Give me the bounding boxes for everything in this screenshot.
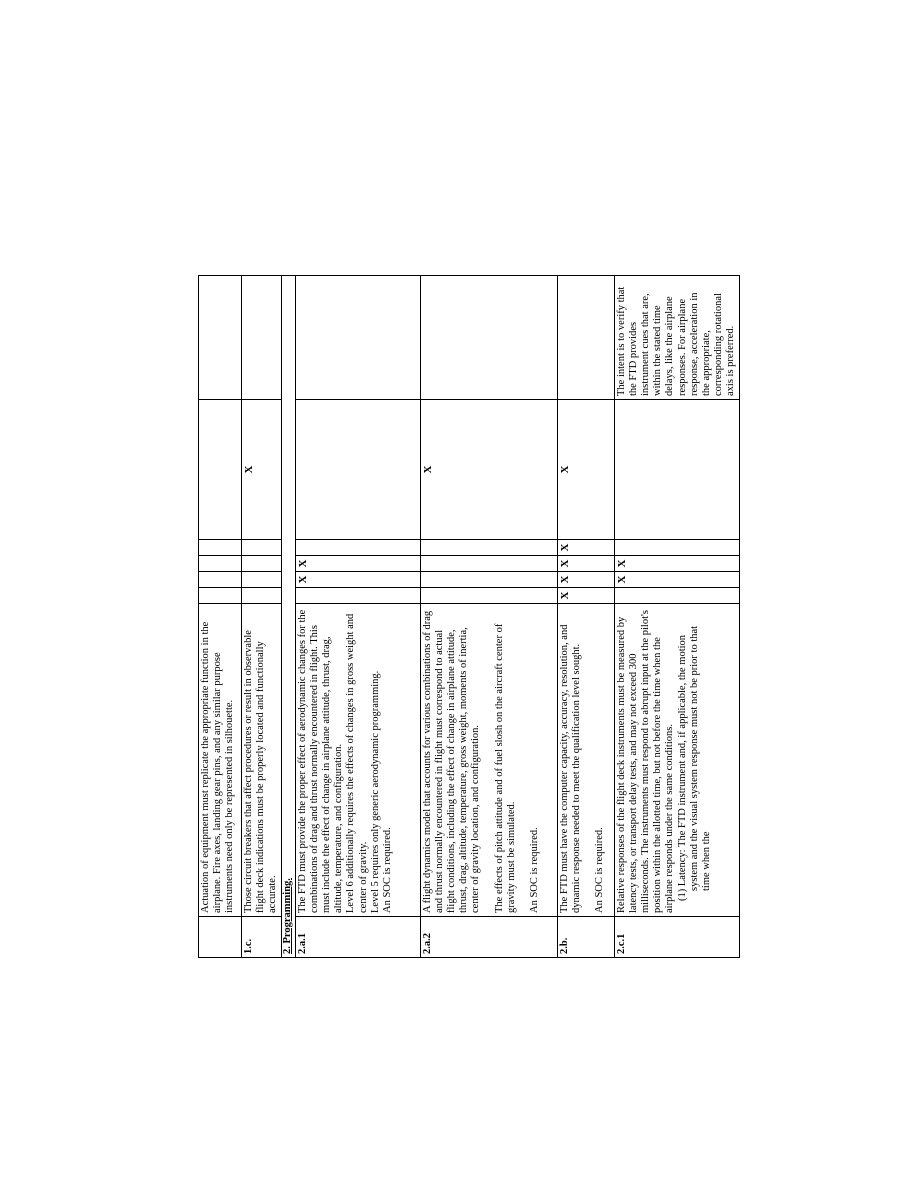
requirement-text — [295, 604, 420, 917]
level-mark — [614, 588, 739, 604]
level-mark: X — [295, 572, 420, 588]
requirement-paragraph: The effects of pitch attitude and of fuel slosh on the aircraft center of gravity must be simulated. — [493, 623, 517, 913]
row-number: 2.a.2 — [420, 917, 557, 958]
level-mark: X — [557, 588, 614, 604]
row-number — [199, 917, 242, 958]
section-heading: 2. Programming. — [281, 276, 295, 958]
level-mark: X — [420, 400, 557, 540]
rotated-table-page — [198, 276, 737, 958]
requirement-paragraph — [297, 607, 382, 913]
requirements-table — [198, 275, 740, 958]
requirement-paragraph: Relative responses of the flight deck instruments must be measured by latency tests, or transport delay tests, and may not exceed 300 milliseconds. The instruments must respond to abrupt input at the pilot's position within the allotted time, but not before the time when the airplane responds under the same conditions. — [615, 610, 676, 913]
level-mark: X — [557, 540, 614, 556]
notes-cell — [199, 276, 242, 400]
level-mark: X — [557, 556, 614, 572]
level-mark: X — [614, 572, 739, 588]
level-mark — [242, 588, 282, 604]
requirement-sentence: Level 5 requires only generic aerodynamic programming. — [369, 670, 381, 913]
notes-cell — [295, 276, 420, 400]
table-row — [199, 276, 242, 958]
latency-paragraph: (1) Latency: The FTD instrument and, if applicable, the motion system and the visual system response must not be prior to that time when the — [676, 625, 713, 901]
row-number: 2.c.1 — [614, 917, 739, 958]
level-mark — [199, 556, 242, 572]
row-number: 2.b. — [557, 917, 614, 958]
level-mark — [242, 572, 282, 588]
notes-cell — [242, 276, 282, 400]
level-mark — [242, 556, 282, 572]
requirement-text: Those circuit breakers that affect procedures or result in observable flight deck indications must be properly located and functionally accurate. — [242, 604, 282, 917]
level-mark — [420, 572, 557, 588]
level-mark: X — [557, 400, 614, 540]
notes-cell — [420, 276, 557, 400]
requirement-paragraph: The FTD must have the computer capacity, accuracy, resolution, and dynamic response needed to meet the qualification level sought. — [558, 624, 582, 913]
table-row — [242, 276, 282, 958]
level-mark: X — [295, 556, 420, 572]
requirement-text — [614, 604, 739, 917]
level-mark — [199, 572, 242, 588]
notes-cell — [557, 276, 614, 400]
soc-note: An SOC is required. — [594, 827, 606, 913]
level-mark — [199, 540, 242, 556]
level-mark — [199, 588, 242, 604]
level-mark: X — [242, 400, 282, 540]
level-mark — [614, 540, 739, 556]
table-row — [295, 276, 420, 958]
level-mark — [242, 540, 282, 556]
level-mark — [295, 588, 420, 604]
requirement-sentence: Level 6 additionally requires the effects of changes in gross weight and center of gravity. — [345, 613, 369, 913]
row-number: 2.a.1 — [295, 917, 420, 958]
notes-cell: The intent is to verify that the FTD provides instrument cues that are, within the stated time delays, like the airplane responses. For airplane response, acceleration in the appropriate, corresponding rotational axis is preferred. — [614, 276, 739, 400]
table-row — [557, 276, 614, 958]
requirement-text — [420, 604, 557, 917]
level-mark — [614, 400, 739, 540]
requirement-text: Actuation of equipment must replicate the appropriate function in the airplane. Fire axes, landing gear pins, and any similar purpose instruments need only be represented in silhouette. — [199, 604, 242, 917]
requirement-sentence: The FTD must provide the proper effect of aerodynamic changes for the combinations of drag and thrust normally encountered in flight. This must include the effect of change in airplane attitude, thrust, drag, altitude, temperature, and configuration. — [296, 609, 345, 913]
level-mark — [295, 400, 420, 540]
table-row — [614, 276, 739, 958]
level-mark — [199, 400, 242, 540]
soc-note: An SOC is required. — [529, 827, 541, 913]
level-mark — [420, 540, 557, 556]
level-mark: X — [614, 556, 739, 572]
table-row — [420, 276, 557, 958]
requirement-text — [557, 604, 614, 917]
soc-note: An SOC is required. — [382, 827, 394, 913]
level-mark — [420, 556, 557, 572]
requirement-paragraph: A flight dynamics model that accounts for various combinations of drag and thrust normally encountered in flight must correspond to actual flight conditions, including the effect of change in airplane attitude, thrust, drag, altitude, temperature, gross weight, moments of inertia, center of gravity location, and configuration. — [421, 610, 482, 913]
row-number: 1.c. — [242, 917, 282, 958]
level-mark — [295, 540, 420, 556]
level-mark: X — [557, 572, 614, 588]
level-mark — [420, 588, 557, 604]
section-row — [281, 276, 295, 958]
